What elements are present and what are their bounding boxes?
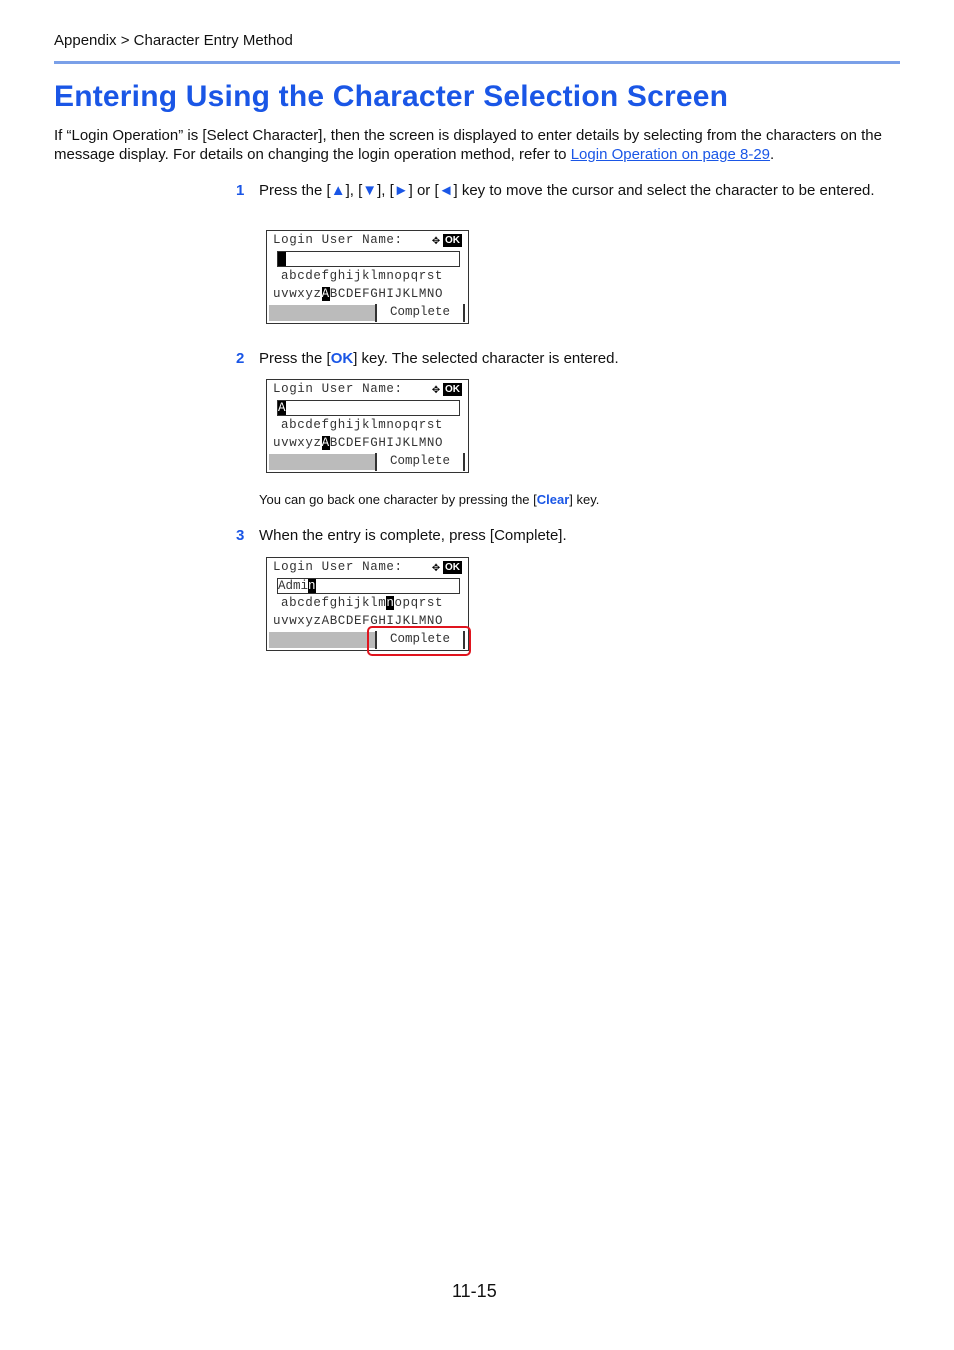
char-row-lowercase: abcdefghijklmnopqrst xyxy=(281,418,444,432)
login-user-name-field: Admin xyxy=(277,578,460,594)
move-arrows-icon: ✥ xyxy=(432,232,440,248)
screen-soft-key-bar xyxy=(269,305,375,321)
selected-char: A xyxy=(321,287,330,301)
step-number: 3 xyxy=(236,527,245,544)
right-key: ► xyxy=(393,182,409,199)
step-3 xyxy=(236,526,876,545)
login-user-name-field xyxy=(277,400,460,416)
page-number: 11-15 xyxy=(452,1281,497,1301)
screen-header: Login User Name: xyxy=(273,560,403,574)
ok-icon: OK xyxy=(445,384,460,395)
char-row-uppercase: uvwxyzABCDEFGHIJKLMNO xyxy=(273,614,444,628)
ok-icon: OK xyxy=(445,235,460,246)
step-text: Press the [OK] key. The selected character is entered. xyxy=(259,350,619,367)
lcd-screen-1 xyxy=(266,230,469,324)
breadcrumb: Appendix > Character Entry Method xyxy=(54,32,293,49)
left-key: ◄ xyxy=(438,182,454,199)
step-number: 1 xyxy=(236,182,245,199)
screen-soft-key-bar xyxy=(269,454,375,470)
char-row-uppercase: uvwxyzABCDEFGHIJKLMNO xyxy=(273,436,444,450)
step-text: When the entry is complete, press [Complete]. xyxy=(259,527,567,544)
screen-soft-key-bar xyxy=(269,632,375,648)
up-key: ▲ xyxy=(330,182,346,199)
step-2 xyxy=(236,349,876,368)
down-key: ▼ xyxy=(362,182,378,199)
login-operation-link[interactable]: Login Operation on page 8-29 xyxy=(570,146,771,163)
complete-highlight xyxy=(367,626,471,656)
complete-button[interactable]: Complete xyxy=(375,304,465,322)
char-row-lowercase: abcdefghijklmnopqrst xyxy=(281,269,444,283)
clear-key: Clear xyxy=(536,492,570,507)
login-user-name-field xyxy=(277,251,460,267)
complete-button[interactable]: Complete xyxy=(375,631,465,649)
text-cursor: n xyxy=(308,579,316,593)
step-text: Press the [▲], [▼], [►] or [◄] key to move the cursor and select the character to be entered. xyxy=(259,182,875,199)
selected-char: A xyxy=(321,436,330,450)
step-number: 2 xyxy=(236,350,245,367)
char-row-uppercase: uvwxyzABCDEFGHIJKLMNO xyxy=(273,287,444,301)
intro-paragraph xyxy=(54,126,904,164)
clear-note: You can go back one character by pressing the [Clear] key. xyxy=(259,492,600,507)
complete-button[interactable]: Complete xyxy=(375,453,465,471)
page-title: Entering Using the Character Selection Screen xyxy=(54,80,729,113)
selected-char: n xyxy=(386,596,395,610)
move-arrows-icon: ✥ xyxy=(432,559,440,575)
intro-text: If “Login Operation” is [Select Character], then the screen is displayed to enter details by selecting from the characters on the message display. For details on changing the login operation method, refer to xyxy=(54,127,882,163)
move-arrows-icon: ✥ xyxy=(432,381,440,397)
step-1 xyxy=(236,181,876,200)
text-cursor: A xyxy=(278,401,286,415)
lcd-screen-2 xyxy=(266,379,469,473)
ok-icon: OK xyxy=(445,562,460,573)
screen-header: Login User Name: xyxy=(273,233,403,247)
screen-header: Login User Name: xyxy=(273,382,403,396)
text-cursor xyxy=(278,252,286,266)
header-rule xyxy=(54,61,900,64)
ok-key: OK xyxy=(330,350,354,367)
char-row-lowercase: abcdefghijklmnopqrst xyxy=(281,596,444,610)
intro-end: . xyxy=(770,146,775,163)
